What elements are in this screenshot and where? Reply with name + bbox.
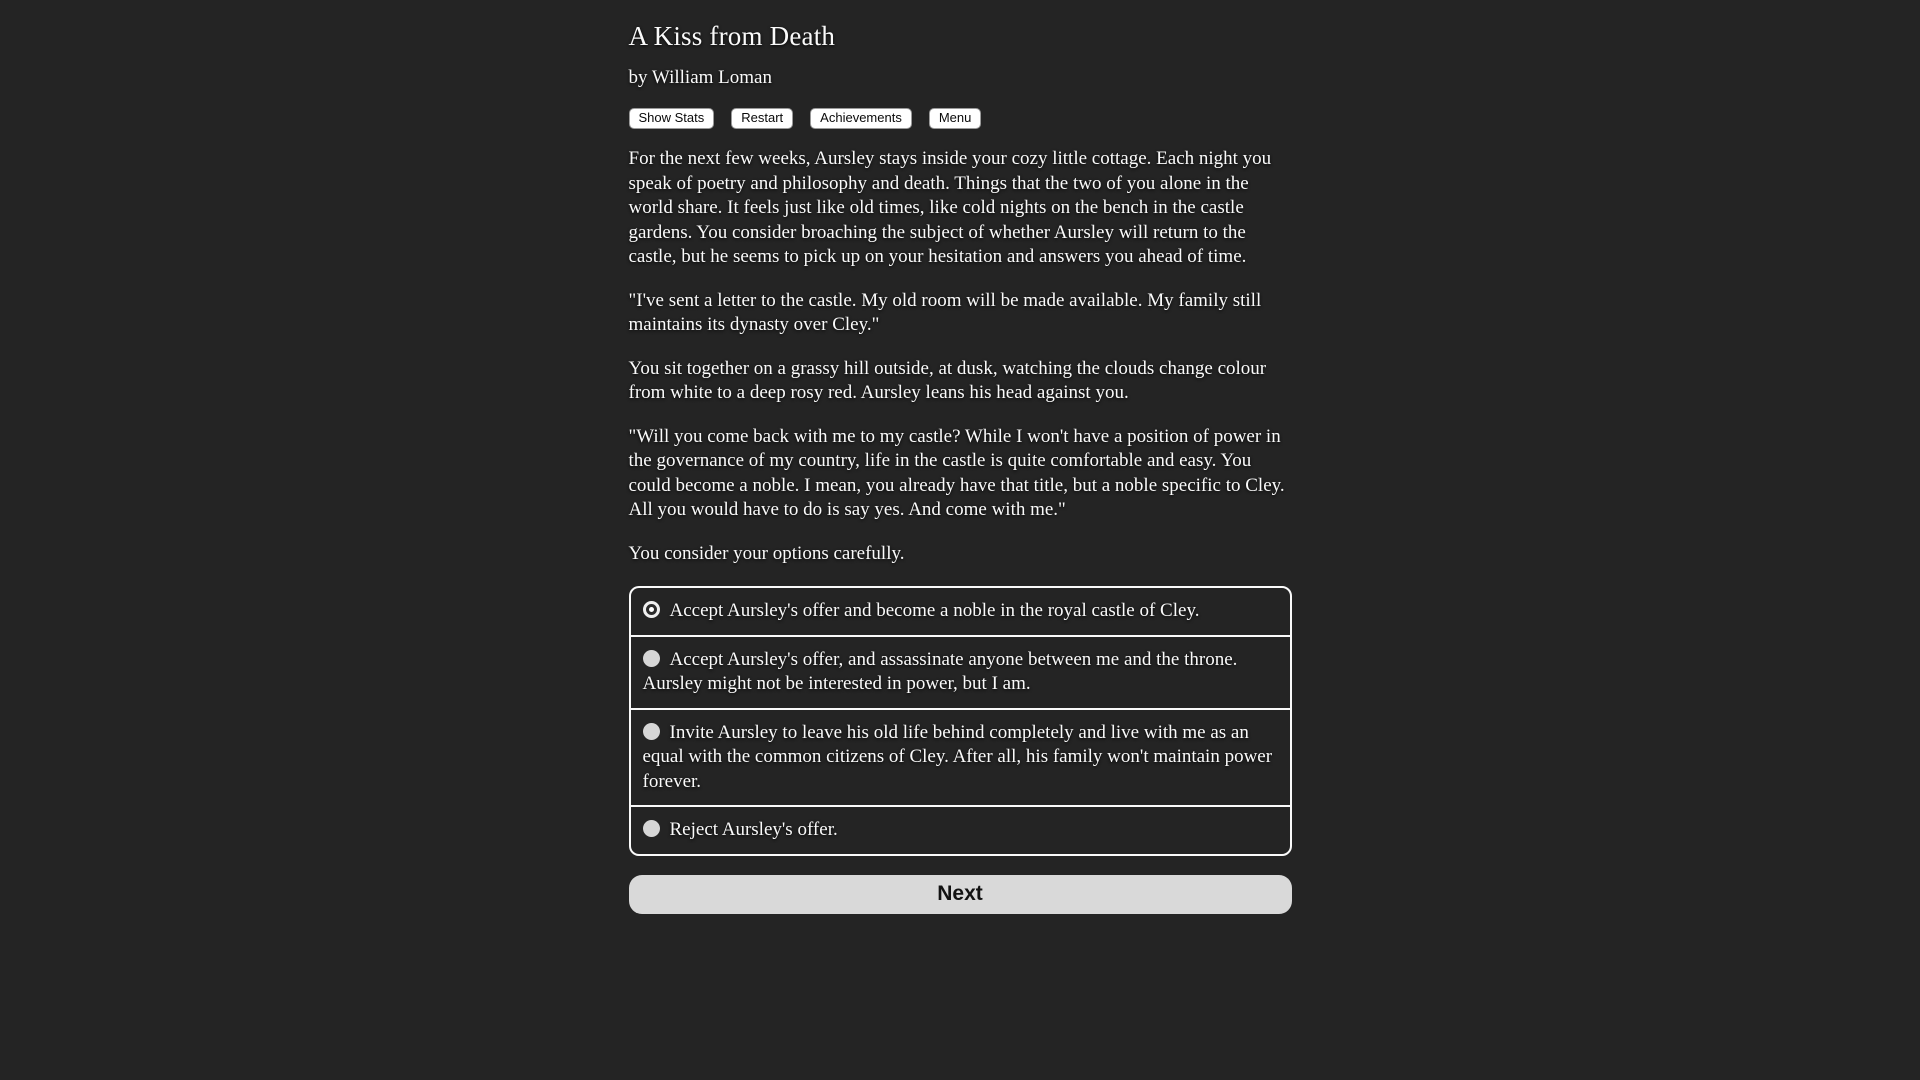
choice-option-4[interactable]: [631, 805, 1290, 854]
show-stats-button[interactable]: Show Stats: [629, 108, 715, 129]
radio-button-icon[interactable]: [643, 820, 660, 837]
game-page: [629, 0, 1292, 914]
story-paragraph: "I've sent a letter to the castle. My old room will be made available. My family still maintains its dynasty over Cley.": [628, 289, 1262, 335]
choice-group: [629, 586, 1292, 856]
choice-option-label: Reject Aursley's offer.: [669, 819, 838, 840]
radio-button-icon[interactable]: [643, 650, 660, 667]
story-paragraph: For the next few weeks, Aursley stays inside your cozy little cottage. Each night you speak of poetry and philosophy and death. Things that the two of you alone in the world share. It feels just like old times, like cold nights on the bench in the castle gardens. You consider broaching the subject of whether Aursley will return to the castle, but he seems to pick up on your hesitation and answers you ahead of time.: [628, 148, 1272, 267]
story-paragraph: "Will you come back with me to my castle? While I won't have a position of power in the governance of my country, life in the castle is quite comfortable and easy. You could become a noble. I mean, you already have that title, but a noble specific to Cley. All you would have to do is say yes. And come with me.": [628, 425, 1285, 520]
game-title: A Kiss from Death: [628, 21, 836, 51]
choice-option-label: Accept Aursley's offer and become a noble in the royal castle of Cley.: [669, 600, 1200, 621]
restart-button[interactable]: Restart: [731, 108, 793, 129]
menu-button[interactable]: Menu: [929, 108, 982, 129]
choice-option-1[interactable]: [631, 588, 1290, 635]
choice-option-3[interactable]: [631, 708, 1290, 806]
toolbar: [629, 108, 1292, 129]
story-text: [629, 147, 1292, 566]
choice-option-2[interactable]: [631, 635, 1290, 708]
radio-button-icon[interactable]: [643, 723, 660, 740]
achievements-button[interactable]: Achievements: [810, 108, 912, 129]
game-byline: by William Loman: [628, 67, 772, 88]
story-paragraph: You consider your options carefully.: [628, 542, 905, 564]
choice-option-label: Invite Aursley to leave his old life behind completely and live with me as an equal with the common citizens of Cley. After all, his family won't maintain power forever.: [642, 721, 1273, 792]
story-paragraph: You sit together on a grassy hill outside, at dusk, watching the clouds change colour from white to a deep rosy red. Aursley leans his head against you.: [628, 357, 1267, 403]
choice-option-label: Accept Aursley's offer, and assassinate anyone between me and the throne. Aursley might not be interested in power, but I am.: [642, 648, 1238, 694]
radio-button-icon[interactable]: [643, 601, 660, 618]
next-button[interactable]: Next: [629, 875, 1292, 914]
